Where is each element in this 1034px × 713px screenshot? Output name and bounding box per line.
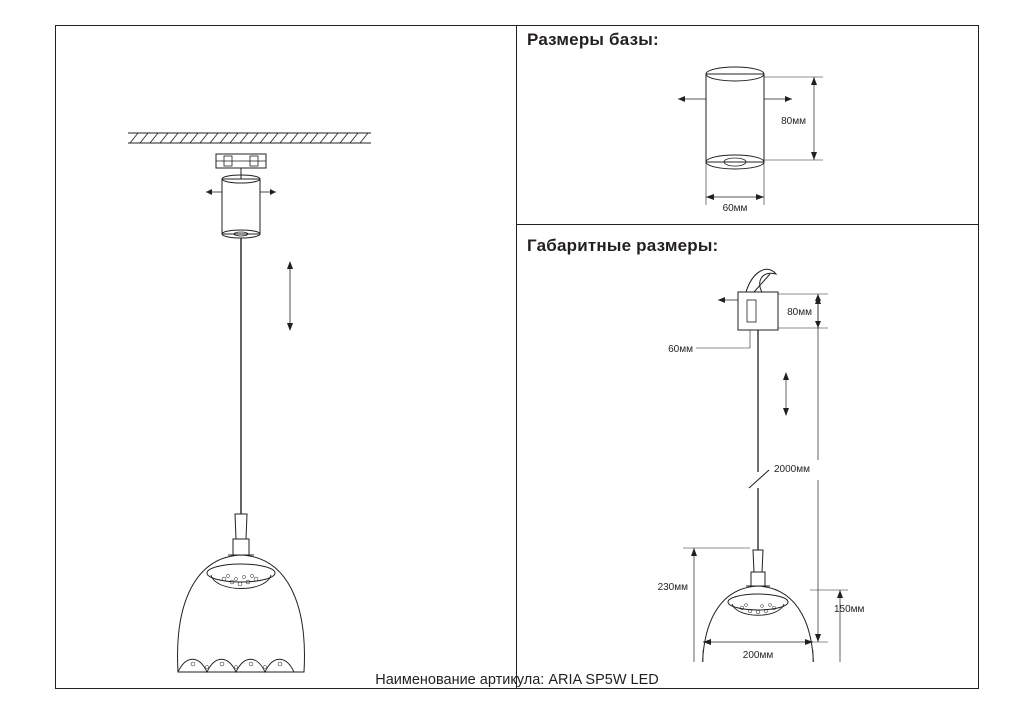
overall-mount-width-label: 60мм [668, 344, 693, 355]
overall-dimensions-view [518, 230, 978, 662]
shade-diameter-dimension [703, 639, 813, 662]
panel-divider-horizontal [516, 224, 979, 225]
base-side-arrows [678, 96, 792, 102]
overall-mount-height-dimension [778, 294, 828, 328]
overall-mount-width-dimension [668, 330, 750, 355]
shade-height-label: 230мм [657, 582, 688, 593]
canopy-cylinder-icon [206, 175, 276, 238]
overall-mount-icon [718, 269, 778, 330]
ceiling-hatch-icon [128, 133, 371, 143]
overall-cord [749, 330, 789, 550]
shade-diameter-label: 200мм [742, 650, 774, 661]
article-name-label: Наименование артикула: ARIA SP5W LED [375, 672, 659, 688]
cord-length-label: 2000мм [774, 464, 810, 475]
lamp-holder-icon [228, 514, 254, 555]
base-dimensions-title: Размеры базы: [527, 30, 659, 49]
suspension-cord [241, 238, 293, 514]
overall-dimensions-title: Габаритные размеры: [527, 236, 719, 255]
base-diameter-label: 60мм [722, 203, 748, 214]
glass-shade-icon [178, 555, 305, 672]
overall-mount-height-label: 80мм [787, 307, 812, 318]
overall-lamp-holder-icon [746, 550, 770, 586]
base-dimensions-view [518, 27, 978, 223]
base-diameter-dimension [706, 162, 764, 214]
shade-side-label: 150мм [834, 604, 865, 615]
base-height-label: 80мм [781, 116, 806, 127]
base-height-dimension [764, 77, 823, 160]
main-assembly-view [56, 27, 518, 687]
base-cylinder-icon [706, 67, 764, 169]
